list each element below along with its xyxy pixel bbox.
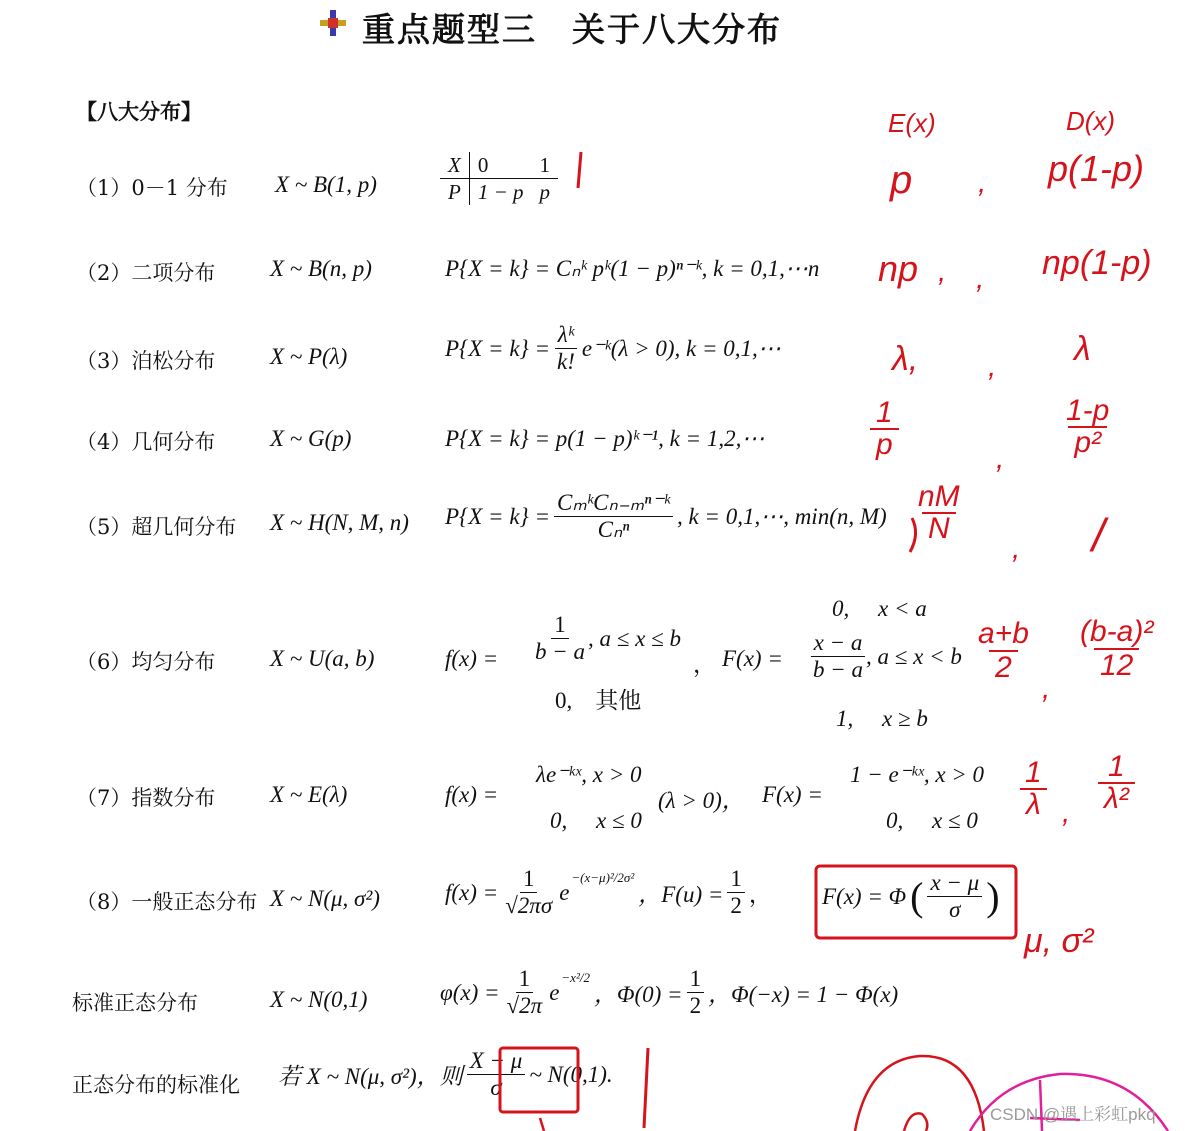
table-cell: 0: [469, 152, 531, 179]
hw-r4-D-num: 1-p: [1066, 394, 1110, 427]
phi-exp-sup: −x²/2: [561, 969, 590, 985]
normal-boxed-num: x − μ: [927, 870, 982, 897]
dist-label-2: （2）二项分布: [76, 261, 216, 285]
hw-r2-D: np(1-p): [1042, 244, 1152, 282]
hw-r2-sep2: ,: [976, 262, 985, 295]
binomial-formula: P{X = k} = Cₙᵏ pᵏ(1 − p)ⁿ⁻ᵏ, k = 0,1,⋯n: [445, 256, 820, 281]
normal-pdf: f(x) = $\frac{1}{√2\pi\sigma}$ e $^{-(x-\mu)^2/2\sigma^2}$ ，F(u) = $\frac{1}{2}$ ，: [445, 866, 772, 918]
uniform-F-case1: 0, x < a: [832, 596, 927, 621]
hw-col-E: E(x): [888, 108, 936, 138]
uniform-F-cond: , a ≤ x < b: [866, 643, 962, 669]
uniform-f-den: b − a: [535, 639, 586, 664]
dist-notation-6: X ~ U(a, b): [270, 646, 375, 671]
exp-f-case1: λe⁻ᵏˣ, x > 0: [536, 762, 642, 787]
dist-notation-7: X ~ E(λ): [270, 782, 348, 807]
hw-r6-D-num: (b-a)²: [1080, 615, 1154, 648]
hw-r4-D-den: p²: [1068, 426, 1107, 458]
phi-exp: e: [549, 979, 560, 1005]
standardization-text1: 若 X ~ N(μ, σ²)，则: [278, 1064, 463, 1089]
hyper-den: Cₙⁿ: [597, 517, 630, 542]
normal-cdf-boxed: F(x) = Φ ( $\frac{x - \mu}{\sigma}$ ): [822, 870, 1000, 922]
uniform-sep: ，: [693, 652, 716, 677]
dist-notation-1: X ~ B(1, p): [275, 172, 377, 197]
table-cell: 1: [532, 152, 559, 179]
phi-tail: ，Φ(−x) = 1 − Φ(x): [708, 982, 899, 1007]
table-cell: 1 − p: [477, 179, 524, 204]
hw-r3-sep: ,: [988, 350, 997, 383]
hyper-lhs: P{X = k} =: [445, 503, 550, 529]
uniform-F-case3: 1, x ≥ b: [836, 706, 928, 731]
hw-r7-D-den: λ²: [1098, 782, 1135, 814]
dist-label-7: （7）指数分布: [76, 786, 216, 810]
hw-r7-D-num: 1: [1108, 750, 1125, 783]
poisson-den: k!: [557, 349, 575, 374]
normal-boxed-den: σ: [949, 897, 961, 922]
normal-mid: ，F(u) =: [638, 882, 724, 907]
hw-r6-sep: ,: [1042, 672, 1051, 705]
standardization-text2: ~ N(0,1).: [529, 1061, 613, 1087]
hw-r5-E-num: nM: [918, 480, 960, 513]
exp-f-tail: (λ > 0)，: [658, 788, 745, 813]
hw-r6-E-den: 2: [989, 650, 1018, 684]
hw-r4-E-num: 1: [876, 396, 893, 429]
hw-r4-sep: ,: [996, 442, 1005, 475]
uniform-f-cond: , a ≤ x ≤ b: [588, 625, 681, 651]
hw-r5-sep: ,: [1012, 532, 1021, 565]
poisson-num: λᵏ: [555, 322, 577, 349]
normal-mid-num: 1: [727, 866, 745, 893]
watermark: CSDN @遇上彩虹pkq: [990, 1105, 1156, 1124]
uniform-f-lhs: f(x) =: [445, 646, 499, 671]
hw-r5-E-den: N: [922, 512, 956, 544]
hw-r6-E-num: a+b: [978, 617, 1029, 650]
standard-normal-notation: X ~ N(0,1): [270, 987, 368, 1012]
exp-F-case1: 1 − e⁻ᵏˣ, x > 0: [850, 762, 985, 787]
uniform-F-den: b − a: [813, 657, 864, 682]
section-heading: 【八大分布】: [76, 99, 202, 124]
hw-r7-E-den: λ: [1020, 788, 1047, 820]
standardization-label: 正态分布的标准化: [72, 1073, 240, 1097]
dist-notation-3: X ~ P(λ): [270, 344, 348, 369]
hw-r7-E-num: 1: [1025, 756, 1042, 789]
table-cell: P: [440, 179, 469, 206]
uniform-f-num: 1: [551, 612, 569, 639]
hw-r8: μ, σ²: [1024, 922, 1094, 960]
uniform-F-lhs: F(x) =: [722, 646, 783, 671]
normal-mid-den: 2: [730, 893, 742, 918]
phi-lhs: φ(x) =: [440, 979, 500, 1005]
uniform-f-case2: 0, 其他: [555, 688, 642, 713]
hyper-rhs: , k = 0,1,⋯, min(n, M): [676, 503, 887, 529]
normal-f-den: √2πσ: [505, 893, 553, 918]
geometric-formula: P{X = k} = p(1 − p)ᵏ⁻¹, k = 1,2,⋯: [445, 426, 765, 451]
normal-f-lhs: f(x) =: [445, 879, 499, 905]
normal-f-num: 1: [520, 866, 538, 893]
dist-label-4: （4）几何分布: [76, 430, 216, 454]
exp-F-lhs: F(x) =: [762, 782, 823, 807]
dist-label-3: （3）泊松分布: [76, 349, 216, 373]
table-cell: X: [440, 152, 469, 179]
phi-mid-den: 2: [689, 993, 702, 1018]
exp-f-case2: 0, x ≤ 0: [550, 808, 642, 833]
hw-col-D: D(x): [1066, 106, 1116, 136]
normal-boxed-lhs: F(x) = Φ: [822, 883, 907, 909]
hw-r7-sep: ,: [1062, 796, 1071, 829]
hw-r1-E: p: [890, 158, 913, 202]
hw-r4-E-den: p: [870, 428, 899, 460]
exp-F-case2: 0, x ≤ 0: [886, 808, 978, 833]
dist-notation-4: X ~ G(p): [270, 426, 352, 451]
exp-f-lhs: f(x) =: [445, 782, 499, 807]
uniform-F-num: x − a: [811, 630, 866, 657]
poisson-rhs: e⁻ᵏ(λ > 0), k = 0,1,⋯: [581, 335, 781, 361]
phi-num: 1: [516, 966, 534, 993]
normal-f-exp: e: [559, 879, 570, 905]
hw-r1-sep: ,: [978, 166, 987, 199]
dist-notation-5: X ~ H(N, M, n): [270, 510, 409, 535]
phi-mid-num: 1: [687, 966, 705, 993]
dist-label-8: （8）一般正态分布: [76, 890, 258, 914]
poisson-lhs: P{X = k} =: [445, 335, 550, 361]
dist-label-1: （1）0－1 分布: [76, 176, 228, 200]
phi-mid: ，Φ(0) =: [593, 982, 683, 1007]
dist-label-5: （5）超几何分布: [76, 515, 237, 539]
hw-r2-E: np: [878, 248, 919, 289]
hyper-num: CₘᵏCₙ₋ₘⁿ⁻ᵏ: [554, 490, 673, 517]
hw-r3-D: λ: [1074, 330, 1091, 368]
hw-r6-D-den: 12: [1094, 648, 1139, 682]
hw-r2-sep1: ,: [938, 255, 947, 288]
standardization-num: X − μ: [467, 1048, 526, 1075]
hw-r3-E: λ,: [892, 340, 919, 378]
dist-notation-8: X ~ N(μ, σ²): [270, 886, 380, 911]
standardization-den: σ: [490, 1075, 502, 1100]
hw-r1-D: p(1-p): [1048, 148, 1145, 189]
phi-den: √2π: [506, 993, 543, 1018]
hw-r5-D: /: [1092, 509, 1105, 561]
normal-f-exp-sup: −(x−μ)²/2σ²: [571, 869, 635, 885]
dist-label-6: （6）均匀分布: [76, 650, 216, 674]
standard-normal-label: 标准正态分布: [72, 991, 198, 1015]
dist-notation-2: X ~ B(n, p): [270, 256, 372, 281]
page-title: 重点题型三 关于八大分布: [362, 10, 782, 49]
table-cell: p: [539, 179, 550, 204]
